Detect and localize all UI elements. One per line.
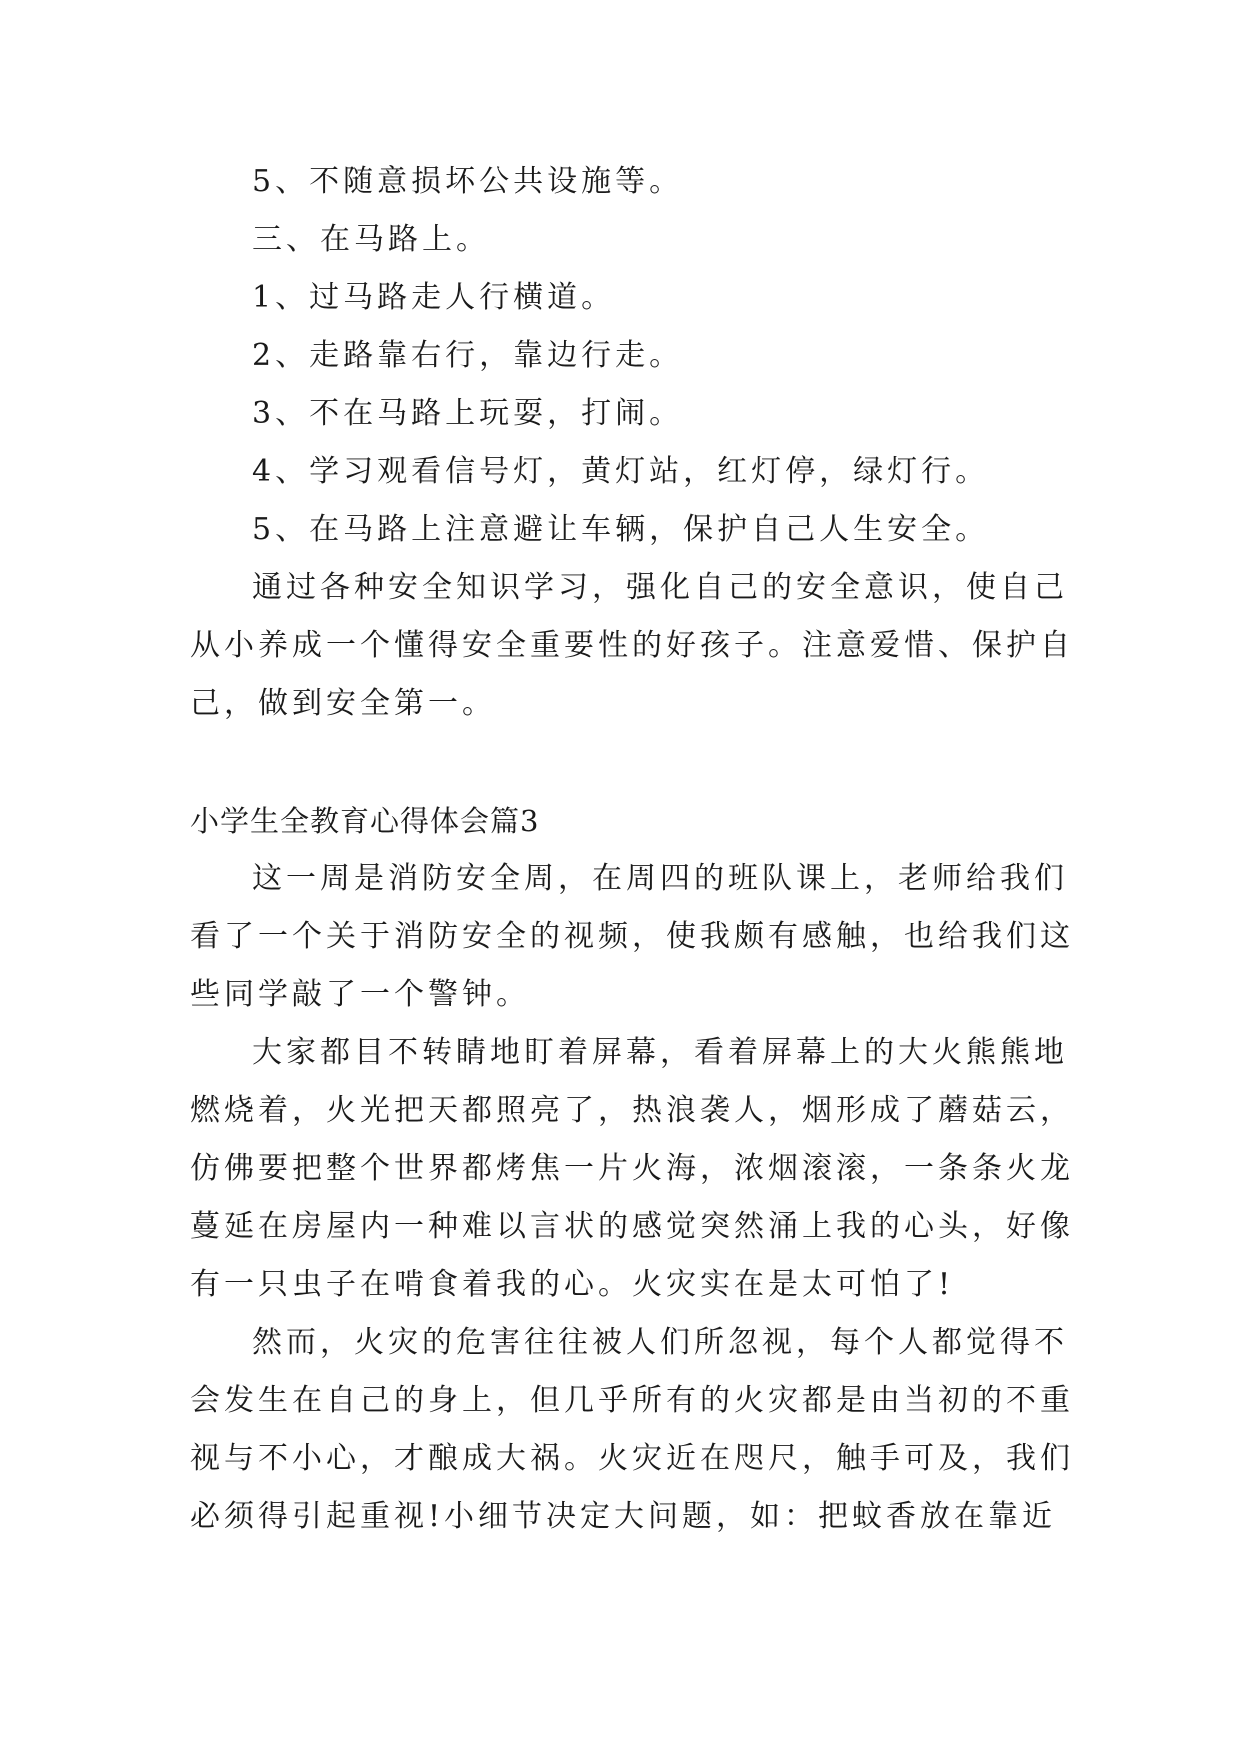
paragraph-line: 然而，火灾的危害往往被人们所忽视，每个人都觉得不 bbox=[252, 1325, 1068, 1360]
paragraph-line: 4、学习观看信号灯，黄灯站，红灯停，绿灯行。 bbox=[252, 454, 990, 489]
paragraph-line: 大家都目不转睛地盯着屏幕，看着屏幕上的大火熊熊地 bbox=[252, 1035, 1068, 1070]
section-heading: 小学生全教育心得体会篇3 bbox=[190, 804, 540, 838]
paragraph-line: 通过各种安全知识学习，强化自己的安全意识，使自己 bbox=[252, 570, 1068, 605]
paragraph-line: 3、不在马路上玩耍，打闹。 bbox=[252, 396, 684, 431]
essay-section bbox=[190, 792, 1074, 1546]
paragraph-line: 三、在马路上。 bbox=[252, 222, 490, 257]
paragraph-line: 必须得引起重视!小细节决定大问题，如：把蚊香放在靠近 bbox=[190, 1499, 1057, 1534]
paragraph-line: 5、在马路上注意避让车辆，保护自己人生安全。 bbox=[252, 512, 990, 547]
paragraph-line: 有一只虫子在啃食着我的心。火灾实在是太可怕了! bbox=[190, 1267, 955, 1302]
paragraph-line: 看了一个关于消防安全的视频，使我颇有感触，也给我们这 bbox=[190, 919, 1074, 954]
paragraph-line: 蔓延在房屋内一种难以言状的感觉突然涌上我的心头，好像 bbox=[190, 1209, 1074, 1244]
safety-rules-section bbox=[190, 153, 1074, 733]
paragraph-line: 己，做到安全第一。 bbox=[190, 686, 496, 721]
paragraph-line: 5、不随意损坏公共设施等。 bbox=[252, 164, 684, 199]
paragraph-line: 视与不小心，才酿成大祸。火灾近在咫尺，触手可及，我们 bbox=[190, 1441, 1074, 1476]
paragraph-line: 1、过马路走人行横道。 bbox=[252, 280, 616, 315]
paragraph-line: 会发生在自己的身上，但几乎所有的火灾都是由当初的不重 bbox=[190, 1383, 1074, 1418]
paragraph-line: 仿佛要把整个世界都烤焦一片火海，浓烟滚滚，一条条火龙 bbox=[190, 1151, 1074, 1186]
paragraph-line: 些同学敲了一个警钟。 bbox=[190, 977, 530, 1012]
paragraph-line: 燃烧着，火光把天都照亮了，热浪袭人，烟形成了蘑菇云， bbox=[190, 1093, 1074, 1128]
paragraph-line: 2、走路靠右行，靠边行走。 bbox=[252, 338, 684, 373]
paragraph-line: 从小养成一个懂得安全重要性的好孩子。注意爱惜、保护自 bbox=[190, 628, 1074, 663]
paragraph-line: 这一周是消防安全周，在周四的班队课上，老师给我们 bbox=[252, 861, 1068, 896]
